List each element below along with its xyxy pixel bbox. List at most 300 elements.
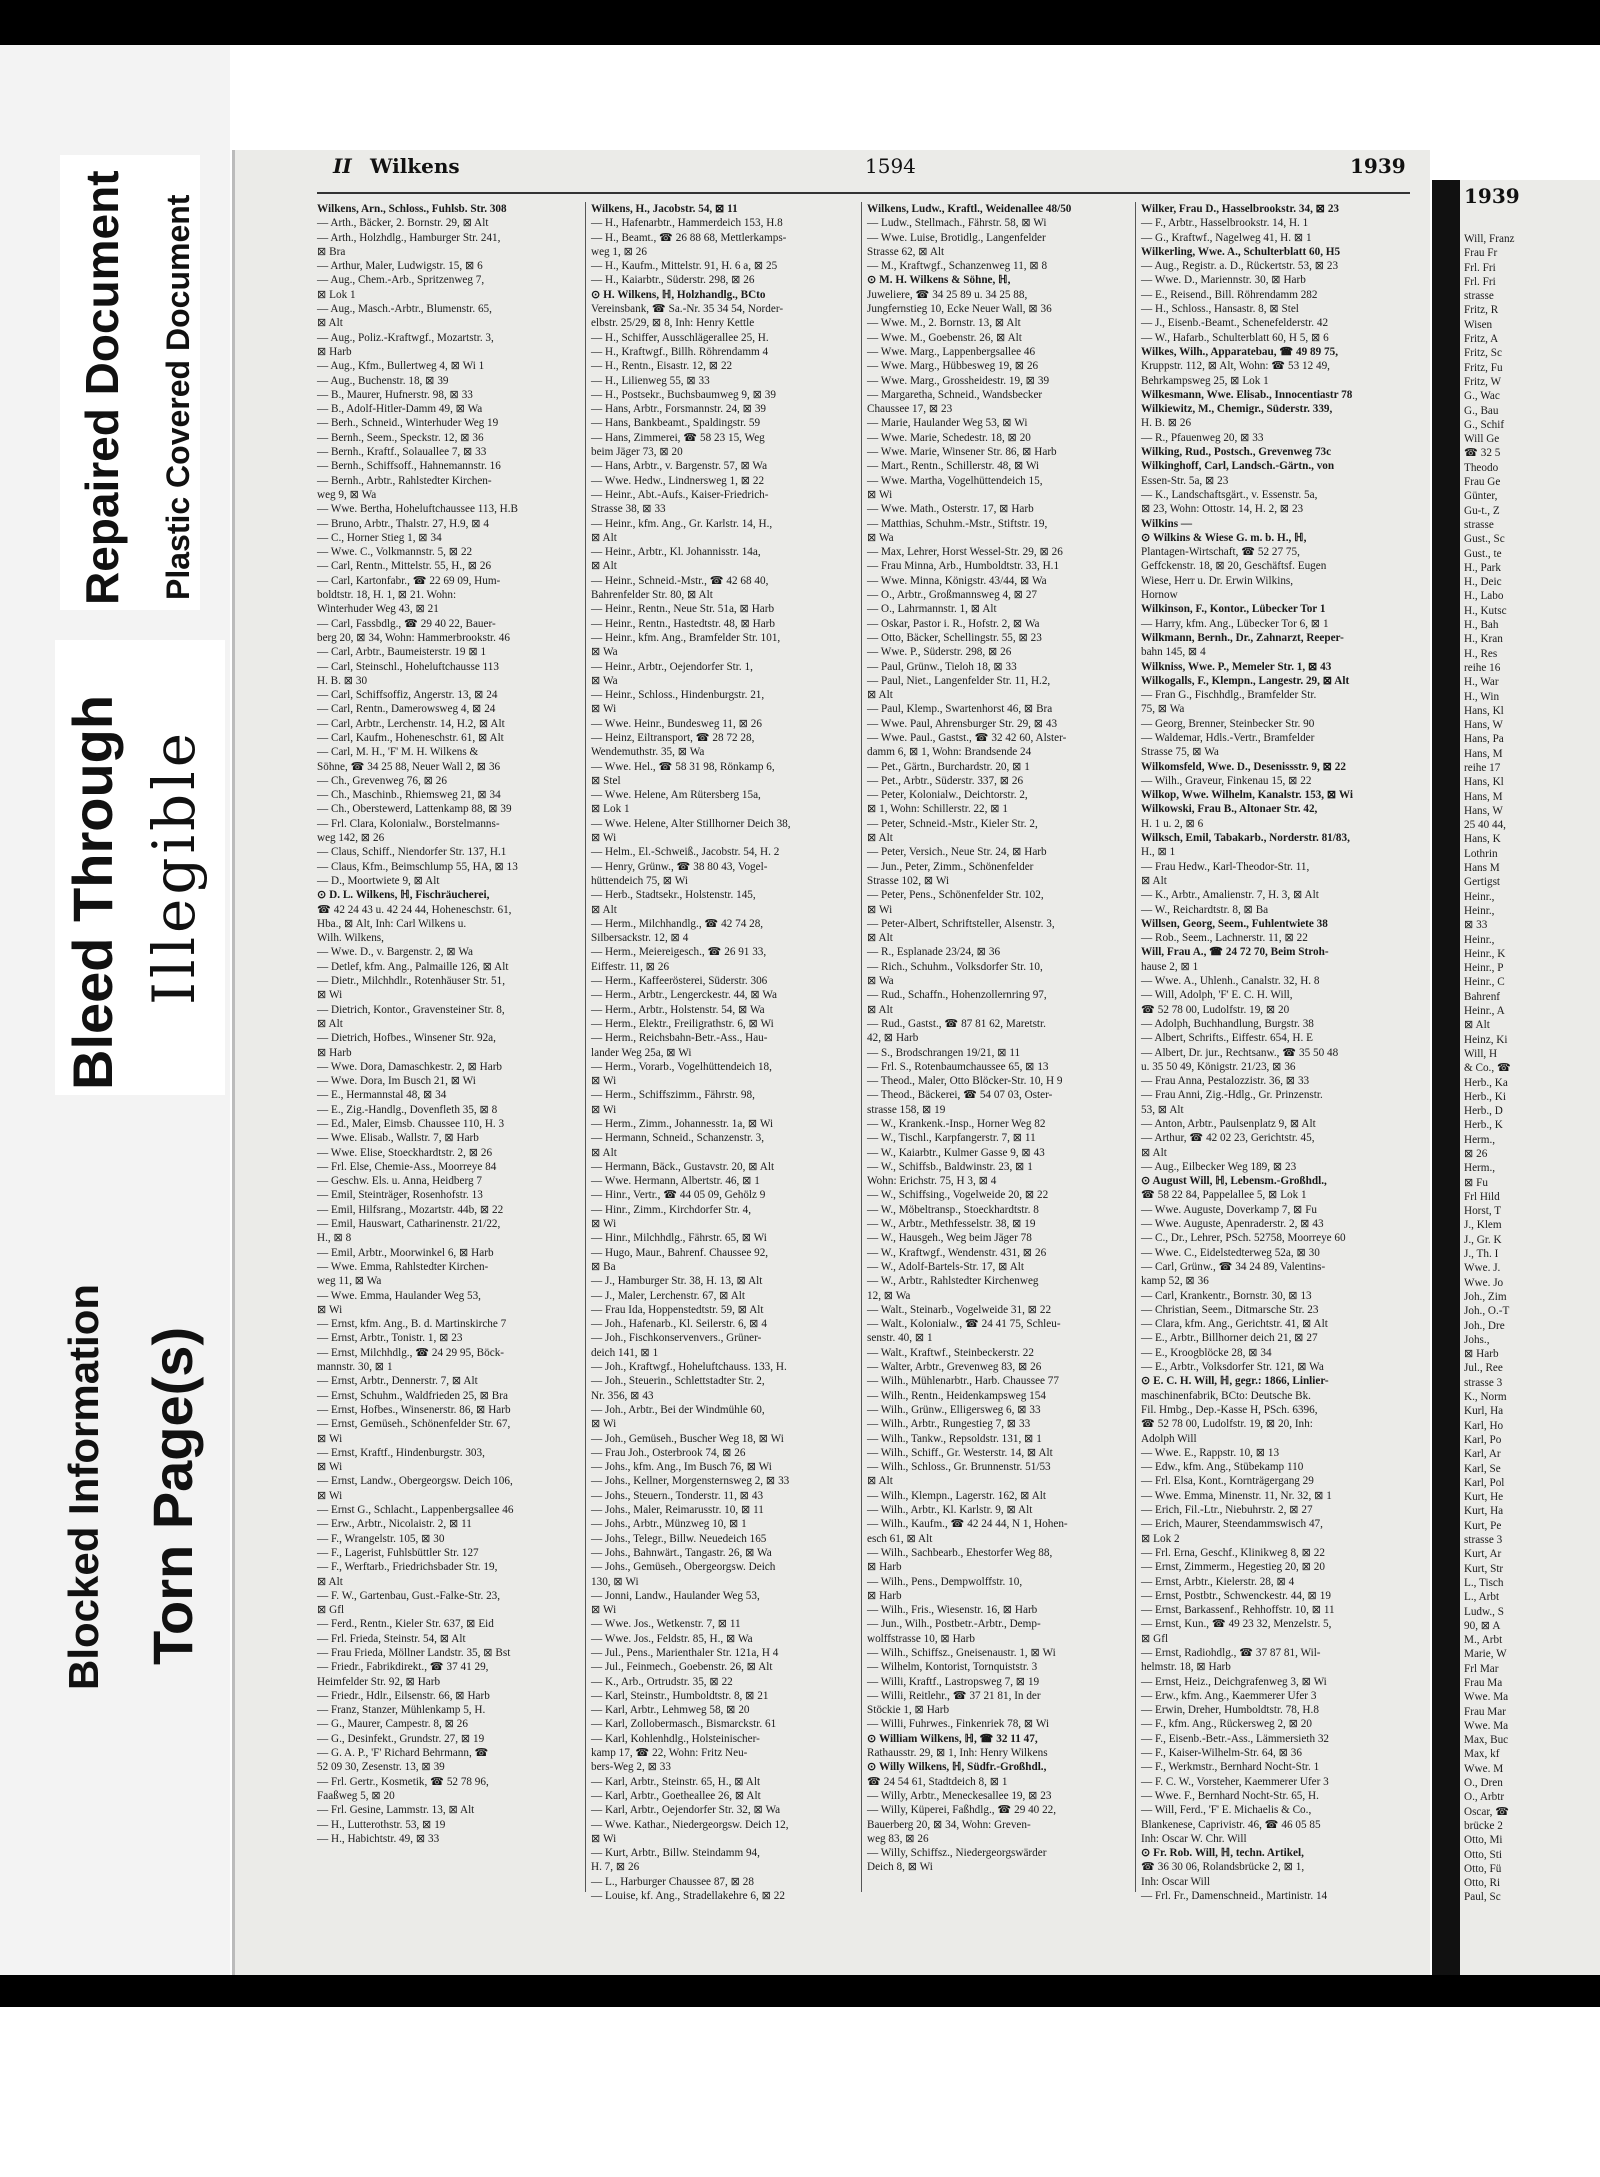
directory-line: — Wilh., Grünw., Elligersweg 6, ⊠ 33	[867, 1403, 1041, 1416]
directory-line: — Wwe. Helene, Am Rütersberg 15a,	[591, 789, 761, 802]
directory-line: Strasse 75, ⊠ Wa	[1141, 746, 1219, 759]
directory-line: — Arthur, ☎ 42 02 23, Gerichtstr. 45,	[1141, 1132, 1315, 1145]
adjacent-page-line: Kurt, Str	[1464, 1562, 1504, 1575]
directory-line: elbstr. 25/29, ⊠ 8, Inh: Henry Kettle	[591, 317, 755, 330]
directory-line: — Wilh., Schiffsz., Gneisenaustr. 1, ⊠ Wi	[867, 1646, 1056, 1659]
adjacent-page-line: Hans, Kl	[1464, 776, 1504, 789]
directory-line: — Bernh., Seem., Speckstr. 12, ⊠ 36	[317, 431, 484, 444]
directory-line: — Frau Ida, Hoppenstedtstr. 59, ⊠ Alt	[591, 1303, 764, 1316]
adjacent-page-line: H., Res	[1464, 647, 1498, 660]
adjacent-page-line: Fritz, R	[1464, 304, 1499, 317]
adjacent-page-line: Günter,	[1464, 490, 1498, 503]
directory-line: ⊠ Alt	[867, 1003, 893, 1016]
adjacent-page-line: Horst, T	[1464, 1205, 1502, 1218]
adjacent-page-line: Joh., O.-T	[1464, 1305, 1510, 1318]
directory-line: — Karl, Arbtr., Steinstr. 65, H., ⊠ Alt	[591, 1775, 761, 1788]
adjacent-page-line: Wwe. Jo	[1464, 1276, 1504, 1289]
directory-line: — Wwe. Hedw., Lindnersweg 1, ⊠ 22	[591, 474, 765, 487]
directory-line: — H., Beamt., ☎ 26 88 68, Mettlerkamps-	[591, 231, 787, 244]
directory-line: Stöckie 1, ⊠ Harb	[867, 1704, 950, 1717]
directory-line: Deich 8, ⊠ Wi	[867, 1861, 933, 1874]
directory-line: lander Weg 25a, ⊠ Wi	[591, 1046, 692, 1059]
directory-line: — Johs., Gemüseh., Obergeorgsw. Deich	[591, 1561, 776, 1574]
tag-blocked-information: Blocked Information	[60, 1283, 107, 1690]
directory-line: — Wwe. Bertha, Hoheluftchaussee 113, H.B	[317, 503, 519, 516]
directory-line: — Herm., Vorarb., Vogelhüttendeich 18,	[591, 1060, 772, 1073]
directory-line: — Heinr., kfm. Ang., Bramfelder Str. 101,	[591, 631, 781, 644]
directory-line: ⊠ Alt	[317, 1017, 343, 1030]
directory-line: — Margaretha, Schneid., Wandsbecker	[867, 388, 1043, 401]
directory-line: — E., Arbtr., Volksdorfer Str. 121, ⊠ Wa	[1141, 1361, 1324, 1374]
directory-line: — H., Lutterothstr. 53, ⊠ 19	[317, 1818, 446, 1831]
adjacent-page-line: Frl Hild	[1464, 1190, 1500, 1203]
directory-line: weg 142, ⊠ 26	[317, 832, 385, 845]
directory-line: — F., Eisenb.-Betr.-Ass., Lämmersieth 32	[1141, 1732, 1330, 1745]
directory-line: — Albert, Dr. jur., Rechtsanw., ☎ 35 50 48	[1141, 1046, 1339, 1059]
directory-line: Behrkampsweg 25, ⊠ Lok 1	[1141, 374, 1269, 387]
adjacent-page-line: G., Bau	[1464, 404, 1499, 417]
directory-line: Wiese, Herr u. Dr. Erwin Wilkins,	[1141, 574, 1294, 587]
directory-line: — Wwe. P., Süderstr. 298, ⊠ 26	[867, 646, 1012, 659]
directory-line: — Erich, Fil.-Ltr., Niebuhrstr. 2, ⊠ 27	[1141, 1504, 1313, 1517]
directory-line: — Wwe. D., Mariennstr. 30, ⊠ Harb	[1141, 274, 1306, 287]
directory-line: Wilker, Frau D., Hasselbrookstr. 34, ⊠ 23	[1141, 203, 1340, 215]
directory-line: — H., Postsekr., Buchsbaumweg 9, ⊠ 39	[591, 388, 776, 401]
directory-line: ⊠ Wi	[591, 1218, 617, 1231]
adjacent-page-line: Jul., Ree	[1464, 1362, 1503, 1375]
directory-line: beim Jäger 73, ⊠ 20	[591, 446, 683, 459]
directory-line: — Walter, Arbtr., Grevenweg 83, ⊠ 26	[867, 1361, 1042, 1374]
directory-line: — Will, Ferd., 'F' E. Michaelis & Co.,	[1141, 1804, 1312, 1817]
directory-line: — Willy, Schiffsz., Niedergeorgswärder	[867, 1847, 1047, 1860]
directory-line: ⊙ Fr. Rob. Will, ℍ, techn. Artikel,	[1141, 1847, 1304, 1860]
column-3	[867, 202, 1129, 1892]
adjacent-page-line: ⊠ Alt	[1464, 1019, 1490, 1032]
directory-line: 52 09 30, Zesenstr. 13, ⊠ 39	[317, 1761, 445, 1774]
directory-line: H. 1 u. 2, ⊠ 6	[1141, 817, 1204, 830]
directory-line: — Karl, Arbtr., Oejendorfer Str. 32, ⊠ Wa	[591, 1804, 781, 1817]
directory-line: — J., Maler, Lerchenstr. 67, ⊠ Alt	[591, 1289, 746, 1302]
directory-line: — Claus, Kfm., Beimschlump 55, HA, ⊠ 13	[317, 860, 518, 873]
directory-line: — W., Hausgeh., Weg beim Jäger 78	[867, 1232, 1032, 1245]
directory-line: — Aug., Buchenstr. 18, ⊠ 39	[317, 374, 449, 387]
adjacent-page-line: Gu-t., Z	[1464, 504, 1500, 517]
directory-line: — Will, Adolph, 'F' E. C. H. Will,	[1141, 989, 1293, 1002]
directory-line: — Carl, Fassbdlg., ☎ 29 40 22, Bauer-	[317, 617, 496, 630]
directory-line: — Ernst, Gemüseh., Schönenfelder Str. 67,	[317, 1418, 511, 1431]
directory-line: — Arthur, Maler, Ludwigstr. 15, ⊠ 6	[317, 260, 483, 273]
column-divider	[585, 202, 586, 1892]
adjacent-page	[1460, 180, 1600, 1975]
directory-line: — Walt., Kolonialw., ☎ 24 41 75, Schleu-	[867, 1318, 1061, 1331]
adjacent-page-line: ☎ 32 5	[1464, 447, 1501, 460]
directory-line: — D., Moortwiete 9, ⊠ Alt	[317, 874, 440, 887]
directory-line: — Johs., Maler, Reimarusstr. 10, ⊠ 11	[591, 1504, 764, 1517]
directory-line: — Carl, Grünw., ☎ 34 24 89, Valentins-	[1141, 1260, 1326, 1273]
header-rule	[317, 192, 1410, 194]
directory-line: weg 1, ⊠ 26	[591, 245, 647, 258]
directory-line: boldtstr. 18, H. 1, ⊠ 21. Wohn:	[317, 589, 457, 602]
adjacent-page-line: Hans M	[1464, 862, 1500, 875]
directory-line: — Frl. S., Rotenbaumchaussee 65, ⊠ 13	[867, 1060, 1049, 1073]
adjacent-page-line: Kurl, Ha	[1464, 1405, 1504, 1418]
directory-line: — Wilhelm, Kontorist, Tornquiststr. 3	[867, 1661, 1038, 1674]
directory-line: Wilkins —	[1141, 517, 1193, 530]
adjacent-page-line: Frau Mar	[1464, 1705, 1506, 1718]
adjacent-page-line: Oscar, ☎	[1464, 1805, 1510, 1818]
adjacent-page-line: brücke 2	[1464, 1819, 1503, 1832]
directory-line: — Kurt, Arbtr., Billw. Steindamm 94,	[591, 1847, 760, 1860]
directory-line: — Dietr., Milchhdlr., Rotenhäuser Str. 51,	[317, 975, 505, 988]
directory-line: — Wwe. Math., Osterstr. 17, ⊠ Harb	[867, 503, 1034, 516]
directory-line: — W., Möbeltransp., Stoeckhardtstr. 8	[867, 1203, 1039, 1216]
adjacent-page-line: K., Norm	[1464, 1391, 1507, 1404]
directory-line: Wilh. Wilkens,	[317, 932, 384, 945]
directory-line: — Peter-Albert, Schriftsteller, Alsenstr. 3,	[867, 917, 1055, 930]
directory-line: — Wwe. Dora, Damaschkestr. 2, ⊠ Harb	[317, 1060, 503, 1073]
directory-line: ⊠ Harb	[317, 1046, 352, 1059]
adjacent-page-line: Karl, Se	[1464, 1462, 1501, 1475]
directory-line: ⊠ Wi	[591, 832, 617, 845]
adjacent-page-line: Theodo	[1464, 461, 1499, 474]
directory-line: — Carl, Kartonfabr., ☎ 22 69 09, Hum-	[317, 574, 501, 587]
adjacent-page-line: Frl. Fri	[1464, 261, 1496, 274]
directory-line: ⊠ Wi	[867, 903, 893, 916]
directory-line: Wilkens, Arn., Schloss., Fuhlsb. Str. 308	[317, 203, 507, 215]
directory-line: — Herm., Reichsbahn-Betr.-Ass., Hau-	[591, 1032, 768, 1045]
adjacent-page-line: J., Gr. K	[1464, 1233, 1502, 1246]
directory-line: Rathausstr. 29, ⊠ 1, Inh: Henry Wilkens	[867, 1747, 1048, 1760]
directory-line: — H., Kraftwgf., Billh. Röhrendamm 4	[591, 345, 769, 358]
directory-line: — Willi, Reitlehr., ☎ 37 21 81, In der	[867, 1689, 1041, 1702]
directory-line: — Aug., Kfm., Bullertweg 4, ⊠ Wi 1	[317, 360, 485, 373]
directory-line: ⊠ Wi	[591, 703, 617, 716]
directory-line: Essen-Str. 5a, ⊠ 23	[1141, 474, 1229, 487]
directory-line: — Wwe. C., Volkmannstr. 5, ⊠ 22	[317, 546, 473, 559]
directory-line: ⊠ Ba	[591, 1260, 616, 1273]
directory-line: ⊠ Wa	[591, 674, 618, 687]
directory-line: — Erw., kfm. Ang., Kaemmerer Ufer 3	[1141, 1689, 1317, 1702]
directory-line: 42, ⊠ Harb	[867, 1032, 919, 1045]
directory-line: — Hinr., Vertr., ☎ 44 05 09, Gehölz 9	[591, 1189, 766, 1202]
adjacent-page-line: Fritz, Fu	[1464, 361, 1503, 374]
directory-line: — Frl. Gertr., Kosmetik, ☎ 52 78 96,	[317, 1775, 489, 1788]
directory-line: — Harry, kfm. Ang., Lübecker Tor 6, ⊠ 1	[1141, 617, 1329, 630]
directory-line: — Pet., Arbtr., Süderstr. 337, ⊠ 26	[867, 774, 1024, 787]
adjacent-page-line: Johs.,	[1464, 1333, 1490, 1346]
directory-line: — W., Krankenk.-Insp., Horner Weg 82	[867, 1118, 1046, 1130]
directory-line: — Aug., Eilbecker Weg 189, ⊠ 23	[1141, 1160, 1297, 1173]
tag-bleed-through: Bleed Through	[61, 694, 124, 1090]
directory-line: 75, ⊠ Wa	[1141, 703, 1185, 716]
directory-line: — Paul, Niet., Langenfelder Str. 11, H.2,	[867, 674, 1051, 687]
directory-line: ⊠ Alt	[867, 1475, 893, 1488]
directory-line: — Hinr., Zimm., Kirchdorfer Str. 4,	[591, 1203, 752, 1216]
directory-line: — Wwe. Emma, Minenstr. 11, Nr. 32, ⊠ 1	[1141, 1489, 1332, 1502]
directory-line: weg 11, ⊠ Wa	[317, 1275, 382, 1288]
directory-line: — K., Arbtr., Amalienstr. 7, H. 3, ⊠ Alt	[1141, 889, 1319, 902]
directory-line: — Wilh., Sachbearb., Ehestorfer Weg 88,	[867, 1546, 1053, 1559]
adjacent-page-line: strasse 3	[1464, 1534, 1503, 1547]
adjacent-page-line: J., Klem	[1464, 1219, 1502, 1232]
directory-line: — Peter, Versich., Neue Str. 24, ⊠ Harb	[867, 846, 1047, 859]
directory-line: Kruppstr. 112, ⊠ Alt, Wohn: ☎ 53 12 49,	[1141, 360, 1330, 373]
directory-line: — Wwe. A., Uhlenh., Canalstr. 32, H. 8	[1141, 975, 1320, 988]
directory-line: Nr. 356, ⊠ 43	[591, 1389, 654, 1402]
adjacent-page-line: Kurt, He	[1464, 1491, 1504, 1504]
adjacent-page-line: L., Tisch	[1464, 1576, 1504, 1589]
adjacent-page-line: Herb., Ki	[1464, 1090, 1506, 1103]
directory-line: Wilkomsfeld, Wwe. D., Desenissstr. 9, ⊠ 22	[1141, 760, 1346, 773]
directory-line: Wilkiewitz, M., Chemigr., Süderstr. 339,	[1141, 403, 1333, 416]
directory-line: Wendemuthstr. 35, ⊠ Wa	[591, 746, 705, 759]
directory-line: — Heinr., Schloss., Hindenburgstr. 21,	[591, 689, 765, 702]
directory-line: ⊠ 1, Wohn: Schillerstr. 22, ⊠ 1	[867, 803, 1009, 816]
adjacent-page-line: G., Wac	[1464, 390, 1500, 403]
adjacent-page-line: Heinr.,	[1464, 904, 1495, 917]
directory-line: — Frau Anna, Pestalozzistr. 36, ⊠ 33	[1141, 1075, 1310, 1088]
adjacent-page-line: reihe 16	[1464, 661, 1501, 674]
adjacent-page-line: Will Ge	[1464, 433, 1500, 446]
directory-line: — Franz, Stanzer, Mühlenkamp 5, H.	[317, 1704, 486, 1717]
directory-line: — Emil, Arbtr., Moorwinkel 6, ⊠ Harb	[317, 1246, 494, 1259]
directory-line: — Ch., Grevenweg 76, ⊠ 26	[317, 774, 447, 787]
directory-line: ⊠ Lok 2	[1141, 1532, 1180, 1545]
adjacent-page-line: Herb., K	[1464, 1119, 1503, 1132]
directory-line: — Wwe. Jos., Feldstr. 85, H., ⊠ Wa	[591, 1632, 753, 1645]
directory-line: — Wwe. Luise, Brotidlg., Langenfelder	[867, 231, 1046, 244]
directory-line: — Willi, Fuhrwes., Finkenriek 78, ⊠ Wi	[867, 1718, 1050, 1731]
directory-line: — Aug., Masch.-Arbtr., Blumenstr. 65,	[317, 303, 492, 316]
directory-line: — Wwe. M., 2. Bornstr. 13, ⊠ Alt	[867, 317, 1021, 330]
adjacent-page-line: Frau Fr	[1464, 247, 1498, 260]
directory-line: — Heinr., Rentn., Neue Str. 51a, ⊠ Harb	[591, 603, 775, 616]
directory-line: ⊠ Wi	[591, 1103, 617, 1116]
directory-line: — Jul., Pens., Marienthaler Str. 121a, H 4	[591, 1646, 779, 1659]
directory-line: ⊙ H. Wilkens, ℍ, Holzhandlg., BCto	[591, 288, 766, 301]
directory-line: ⊙ August Will, ℍ, Lebensm.-Großhdl.,	[1141, 1175, 1327, 1188]
adjacent-page-line: Heinr.,	[1464, 890, 1495, 903]
directory-line: — Carl, Steinschl., Hoheluftchausse 113	[317, 660, 499, 673]
adjacent-page-line: Herb., Ka	[1464, 1076, 1508, 1089]
adjacent-page-line: strasse	[1464, 518, 1494, 531]
directory-line: — Aug., Chem.-Arb., Spritzenweg 7,	[317, 274, 485, 287]
directory-line: — Ed., Maler, Eimsb. Chaussee 110, H. 3	[317, 1118, 505, 1130]
directory-line: — Wwe. Auguste, Apenraderstr. 2, ⊠ 43	[1141, 1218, 1324, 1231]
directory-line: ⊠ Alt	[867, 932, 893, 945]
directory-line: — B., Maurer, Hufnerstr. 98, ⊠ 33	[317, 388, 473, 401]
adjacent-page-line: Herb., D	[1464, 1105, 1503, 1118]
directory-line: — Ch., Oberstewerd, Lattenkamp 88, ⊠ 39	[317, 803, 512, 816]
adjacent-page-line: Heinz, Ki	[1464, 1033, 1508, 1046]
directory-line: Wilkes, Wilh., Apparatebau, ☎ 49 89 75,	[1141, 345, 1339, 358]
directory-line: — Hermann, Bäck., Gustavstr. 20, ⊠ Alt	[591, 1160, 775, 1173]
directory-line: — E., Kroogblöcke 28, ⊠ 34	[1141, 1346, 1272, 1359]
adjacent-page-line: Hans, Pa	[1464, 733, 1504, 746]
directory-line: — Wwe. Kathar., Niedergeorgsw. Deich 12,	[591, 1818, 789, 1831]
directory-line: ⊠ Harb	[867, 1589, 902, 1602]
adjacent-page-line: Frau Ma	[1464, 1676, 1503, 1689]
adjacent-page-column	[1464, 232, 1594, 1905]
adjacent-page-line: ⊠ 26	[1464, 1148, 1488, 1160]
directory-line: — Ernst, Arbtr., Kielerstr. 28, ⊠ 4	[1141, 1575, 1295, 1588]
directory-line: maschinenfabrik, BCto: Deutsche Bk.	[1141, 1389, 1311, 1402]
adjacent-page-line: Paul, Sc	[1464, 1891, 1501, 1904]
directory-line: — Wwe. Marie, Schedestr. 18, ⊠ 20	[867, 431, 1031, 444]
directory-line: — W., Schiffsb., Baldwinstr. 23, ⊠ 1	[867, 1160, 1033, 1173]
directory-line: — Paul, Klemp., Swartenhorst 46, ⊠ Bra	[867, 703, 1053, 716]
directory-line: Adolph Will	[1141, 1432, 1197, 1445]
directory-line: — Johs., Bahnwärt., Tangastr. 26, ⊠ Wa	[591, 1546, 772, 1559]
directory-line: Willsen, Georg, Seem., Fuhlentwiete 38	[1141, 917, 1328, 930]
directory-line: — W., Schiffsing., Vogelweide 20, ⊠ 22	[867, 1189, 1049, 1202]
directory-line: Bahrenfelder Str. 80, ⊠ Alt	[591, 589, 713, 602]
directory-line: — Wwe. Emma, Rahlstedter Kirchen-	[317, 1260, 489, 1273]
directory-line: — Dietrich, Kontor., Gravensteiner Str. 8,	[317, 1003, 505, 1016]
directory-line: — Pet., Gärtn., Burchardstr. 20, ⊠ 1	[867, 760, 1030, 773]
directory-line: — Hugo, Maur., Bahrenf. Chaussee 92,	[591, 1246, 769, 1259]
directory-line: — Joh., Steuerin., Schlettstadter Str. 2,	[591, 1375, 765, 1388]
adjacent-page-line: 25 40 44,	[1464, 819, 1506, 832]
directory-line: — J., Hamburger Str. 38, H. 13, ⊠ Alt	[591, 1275, 763, 1288]
adjacent-page-line: Hans, W	[1464, 804, 1503, 817]
directory-line: — Carl, Kaufm., Hoheneschstr. 61, ⊠ Alt	[317, 731, 504, 744]
directory-line: Söhne, ☎ 34 25 88, Neuer Wall 2, ⊠ 36	[317, 760, 501, 773]
column-1	[317, 202, 579, 1892]
directory-line: — Matthias, Schuhm.-Mstr., Stiftstr. 19,	[867, 517, 1048, 530]
directory-line: — Johs., Kellner, Morgensternsweg 2, ⊠ 33	[591, 1475, 790, 1488]
adjacent-page-year: 1939	[1464, 184, 1520, 208]
directory-line: bers-Weg 2, ⊠ 33	[591, 1761, 671, 1774]
directory-line: — Wwe. Auguste, Doverkamp 7, ⊠ Fu	[1141, 1203, 1318, 1216]
directory-line: Strasse 62, ⊠ Alt	[867, 245, 945, 258]
directory-line: ⊠ Alt	[317, 1575, 343, 1588]
directory-line: — E., Zig.-Handlg., Dovenfleth 35, ⊠ 8	[317, 1103, 498, 1116]
adjacent-page-line: J., Th. I	[1464, 1248, 1499, 1261]
directory-line: — Willi, Kraftf., Lastropsweg 7, ⊠ 19	[867, 1675, 1040, 1688]
directory-line: ⊠ Wi	[317, 1303, 343, 1316]
directory-line: ⊠ Lok 1	[591, 803, 630, 816]
directory-line: — Heinr., Schneid.-Mstr., ☎ 42 68 40,	[591, 574, 769, 587]
adjacent-page-line: H., Win	[1464, 690, 1500, 703]
directory-line: — Geschw. Els. u. Anna, Heidberg 7	[317, 1175, 482, 1188]
directory-line: — Jul., Feinmech., Goebenstr. 26, ⊠ Alt	[591, 1661, 773, 1674]
directory-line: — Wwe. Emma, Haulander Weg 53,	[317, 1289, 481, 1302]
directory-line: u. 35 50 49, Königstr. 21/23, ⊠ 36	[1141, 1060, 1296, 1073]
directory-line: — Joh., Arbtr., Bei der Windmühle 60,	[591, 1403, 765, 1416]
directory-line: — Ernst, Radiohdlg., ☎ 37 87 81, Wil-	[1141, 1646, 1321, 1659]
adjacent-page-line: Gust., te	[1464, 547, 1502, 560]
directory-line: mannstr. 30, ⊠ 1	[317, 1361, 393, 1374]
directory-line: weg 83, ⊠ 26	[867, 1832, 929, 1845]
directory-line: — F., Arbtr., Hasselbrookstr. 14, H. 1	[1141, 217, 1309, 230]
adjacent-page-line: Hans, M	[1464, 747, 1503, 760]
directory-line: ⊠ Alt	[591, 1146, 617, 1159]
directory-line: — M., Kraftwgf., Schanzenweg 11, ⊠ 8	[867, 260, 1048, 273]
directory-line: bahn 145, ⊠ 4	[1141, 646, 1206, 659]
directory-line: Bauerberg 20, ⊠ 34, Wohn: Greven-	[867, 1818, 1031, 1831]
adjacent-page-line: L., Arbt	[1464, 1591, 1500, 1604]
directory-line: ⊠ Gfl	[317, 1604, 345, 1617]
directory-line: — Jonni, Landw., Haulander Weg 53,	[591, 1589, 760, 1602]
directory-line: Juweliere, ☎ 34 25 89 u. 34 25 88,	[867, 288, 1028, 301]
directory-line: Wilkop, Wwe. Wilhelm, Kanalstr. 153, ⊠ Wi	[1141, 789, 1353, 802]
directory-line: — Albert, Schrifts., Eiffestr. 654, H. E	[1141, 1032, 1313, 1045]
directory-line: — Wilh., Fris., Wiesenstr. 16, ⊠ Harb	[867, 1604, 1038, 1617]
directory-line: ☎ 52 78 00, Ludolfstr. 19, ⊠ 20	[1141, 1003, 1290, 1016]
directory-line: Geffckenstr. 18, ⊠ 20, Geschäftsf. Eugen	[1141, 560, 1327, 573]
directory-line: — Bernh., Arbtr., Rahlstedter Kirchen-	[317, 474, 492, 487]
directory-line: — Adolph, Buchhandlung, Burgstr. 38	[1141, 1017, 1314, 1030]
directory-line: — Erwin, Dreher, Humboldtstr. 78, H.8	[1141, 1704, 1319, 1717]
directory-line: Wohn: Erichstr. 75, H 3, ⊠ 4	[867, 1175, 997, 1188]
directory-line: Wilkinghoff, Carl, Landsch.-Gärtn., von	[1141, 460, 1335, 473]
directory-line: — Theod., Bäckerei, ☎ 54 07 03, Oster-	[867, 1089, 1053, 1102]
directory-line: Eiffestr. 11, ⊠ 26	[591, 960, 670, 973]
column-4	[1141, 202, 1403, 1903]
directory-line: — W., Arbtr., Methfesselstr. 38, ⊠ 19	[867, 1218, 1036, 1231]
directory-line: — Georg, Brenner, Steinbecker Str. 90	[1141, 717, 1315, 730]
adjacent-page-line: Heinr., K	[1464, 947, 1506, 960]
directory-line: — Wwe. Elise, Stoeckhardtstr. 2, ⊠ 26	[317, 1146, 493, 1159]
directory-line: H. 7, ⊠ 26	[591, 1861, 640, 1874]
directory-line: — G., Desinfekt., Grundstr. 27, ⊠ 19	[317, 1732, 485, 1745]
directory-line: — Erich, Maurer, Steendammswisch 47,	[1141, 1518, 1323, 1531]
adjacent-page-line: Kurt, Ar	[1464, 1548, 1502, 1561]
directory-line: Plantagen-Wirtschaft, ☎ 52 27 75,	[1141, 546, 1300, 559]
directory-line: ⊠ Wa	[591, 646, 618, 659]
directory-line: — H., Schiffer, Ausschlägerallee 25, H.	[591, 331, 769, 344]
page-gutter	[1432, 180, 1460, 1975]
directory-line: Wilksch, Emil, Tabakarb., Norderstr. 81/83,	[1141, 832, 1350, 845]
directory-line: — Anton, Arbtr., Paulsenplatz 9, ⊠ Alt	[1141, 1118, 1316, 1130]
directory-line: — B., Adolf-Hitler-Damm 49, ⊠ Wa	[317, 403, 483, 416]
directory-line: ☎ 24 54 61, Stadtdeich 8, ⊠ 1	[867, 1775, 1008, 1788]
directory-line: — Karl, Arbtr., Lehmweg 58, ⊠ 20	[591, 1704, 750, 1717]
directory-line: — Wwe. Marg., Grossheidestr. 19, ⊠ 39	[867, 374, 1050, 387]
directory-line: — Hans, Arbtr., v. Bargenstr. 57, ⊠ Wa	[591, 460, 768, 473]
directory-line: — Hermann, Schneid., Schanzenstr. 3,	[591, 1132, 765, 1145]
directory-line: — Wwe. Helene, Alter Stillhorner Deich 38,	[591, 817, 791, 830]
adjacent-page-line: Wwe. J.	[1464, 1262, 1501, 1275]
directory-line: — Ernst, Zimmerm., Hegestieg 20, ⊠ 20	[1141, 1561, 1325, 1574]
directory-line: Chaussee 17, ⊠ 23	[867, 403, 953, 416]
adjacent-page-line: H., Bah	[1464, 619, 1499, 632]
directory-line: — W., Arbtr., Rahlstedter Kirchenweg	[867, 1275, 1039, 1288]
adjacent-page-line: Joh., Dre	[1464, 1319, 1505, 1332]
directory-line: — Wilh., Tankw., Repsoldstr. 131, ⊠ 1	[867, 1432, 1042, 1445]
directory-line: — Frau Minna, Arb., Humboldtstr. 33, H.1	[867, 560, 1060, 573]
directory-line: — F., Werkmstr., Bernhard Nocht-Str. 1	[1141, 1761, 1320, 1774]
adjacent-page-line: H., Labo	[1464, 590, 1504, 603]
directory-line: — Friedr., Hdlr., Eilsenstr. 66, ⊠ Harb	[317, 1689, 490, 1702]
adjacent-page-line: H., Deic	[1464, 576, 1502, 589]
directory-line: — Ernst, Kraftf., Hindenburgstr. 303,	[317, 1446, 485, 1459]
directory-line: — Fran G., Fischhdlg., Bramfelder Str.	[1141, 689, 1317, 702]
adjacent-page-line: Fritz, A	[1464, 333, 1499, 346]
directory-line: — W., Reichardtstr. 8, ⊠ Ba	[1141, 903, 1269, 916]
directory-line: ☎ 52 78 00, Ludolfstr. 19, ⊠ 20, Inh:	[1141, 1418, 1313, 1431]
adjacent-page-line: Karl, Ar	[1464, 1448, 1501, 1461]
adjacent-page-line: O., Arbtr	[1464, 1791, 1505, 1804]
directory-line: — Wwe. Marg., Hübbesweg 19, ⊠ 26	[867, 360, 1039, 373]
directory-line: ⊠ Stel	[591, 774, 621, 787]
adjacent-page-line: Herm.,	[1464, 1162, 1496, 1175]
adjacent-page-line: Fritz, Sc	[1464, 347, 1502, 360]
directory-line: H., ⊠ 8	[317, 1232, 352, 1245]
directory-line: — H., Schloss., Hansastr. 8, ⊠ Stel	[1141, 303, 1299, 316]
directory-line: — Ernst, Postbtr., Schwenckestr. 44, ⊠ 19	[1141, 1589, 1331, 1602]
